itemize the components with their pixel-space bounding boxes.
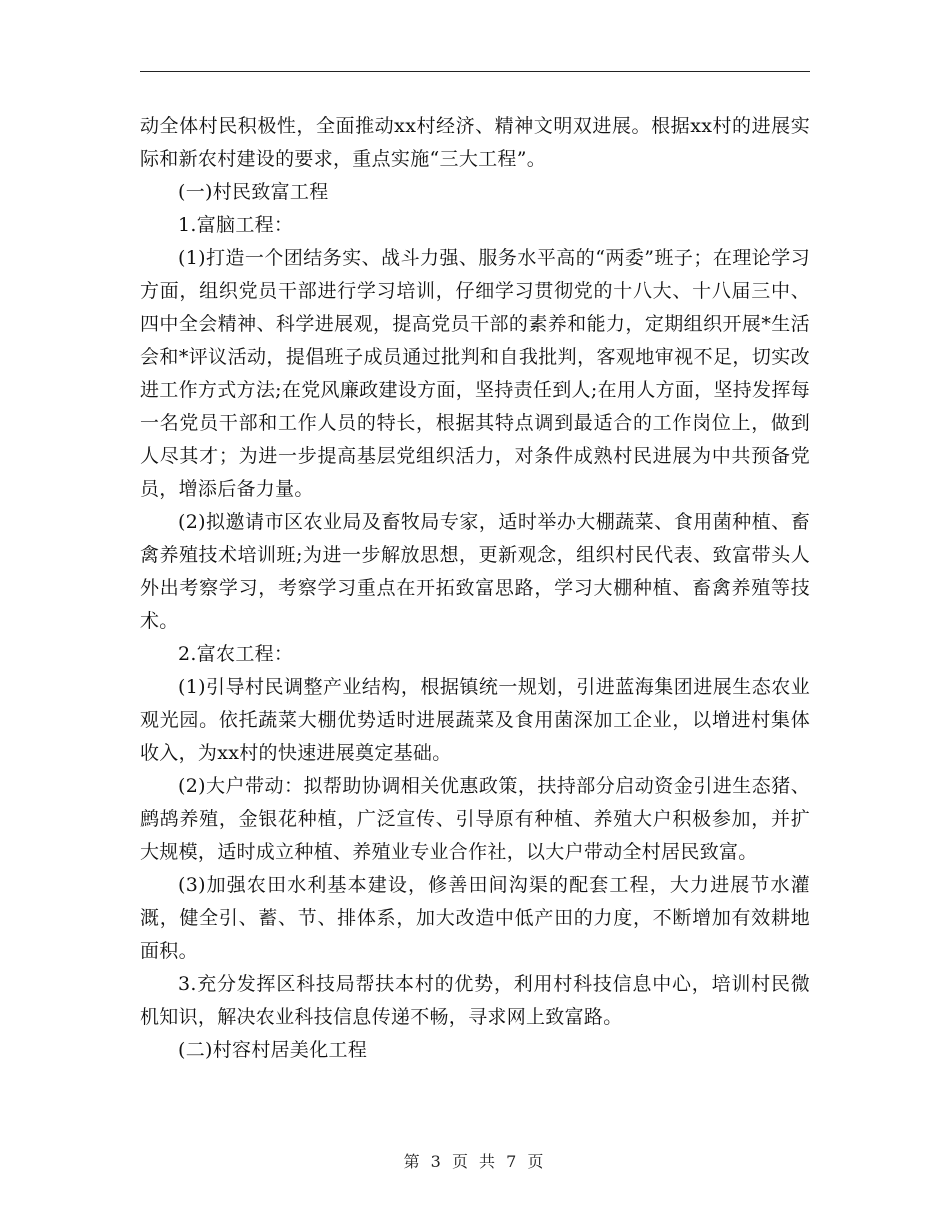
subheading-farmer-enrichment: 2.富农工程： <box>178 643 294 665</box>
page-number-footer: 第 3 页 共 7 页 <box>403 1152 547 1171</box>
section-heading-villager-prosperity: (一)村民致富工程 <box>178 181 329 203</box>
paragraph: (2)大户带动：拟帮助协调相关优惠政策，扶持部分启动资金引进生态猪、鹧鸪养殖，金银花种植，广泛宣传、引导原有种植、养殖大户积极参加，并扩大规模，适时成立种植、养殖业专业合作社，以大户带动全村居民致富。 <box>140 775 810 863</box>
paragraph: (1)引导村民调整产业结构，根据镇统一规划，引进蓝海集团进展生态农业观光园。依托蔬菜大棚优势适时进展蔬菜及食用菌深加工企业，以增进村集体收入，为xx村的快速进展奠定基础。 <box>140 676 810 764</box>
document-body <box>140 110 810 1067</box>
paragraph: (3)加强农田水利基本建设，修善田间沟渠的配套工程，大力进展节水灌溉，健全引、蓄、节、排体系，加大改造中低产田的力度，不断增加有效耕地面积。 <box>140 874 810 962</box>
paragraph: (2)拟邀请市区农业局及畜牧局专家，适时举办大棚蔬菜、食用菌种植、畜禽养殖技术培训班;为进一步解放思想，更新观念，组织村民代表、致富带头人外出考察学习，考察学习重点在开拓致富思路，学习大棚种植、畜禽养殖等技术。 <box>140 511 810 632</box>
paragraph: 动全体村民积极性，全面推动xx村经济、精神文明双进展。根据xx村的进展实际和新农村建设的要求，重点实施“三大工程”。 <box>140 115 810 170</box>
header-rule <box>140 71 810 72</box>
section-heading-village-beautification: (二)村容村居美化工程 <box>178 1039 368 1061</box>
subheading-brain-enrichment: 1.富脑工程： <box>178 214 294 236</box>
paragraph: (1)打造一个团结务实、战斗力强、服务水平高的“两委”班子；在理论学习方面，组织党员干部进行学习培训，仔细学习贯彻党的十八大、十八届三中、四中全会精神、科学进展观，提高党员干部的素养和能力，定期组织开展*生活会和*评议活动，提倡班子成员通过批判和自我批判，客观地审视不足，切实改进工作方式方法;在党风廉政建设方面，坚持责任到人;在用人方面，坚持发挥每一名党员干部和工作人员的特长，根据其特点调到最适合的工作岗位上，做到人尽其才；为进一步提高基层党组织活力，对条件成熟村民进展为中共预备党员，增添后备力量。 <box>140 247 810 500</box>
paragraph: 3.充分发挥区科技局帮扶本村的优势，利用村科技信息中心，培训村民微机知识，解决农业科技信息传递不畅，寻求网上致富路。 <box>140 973 810 1028</box>
